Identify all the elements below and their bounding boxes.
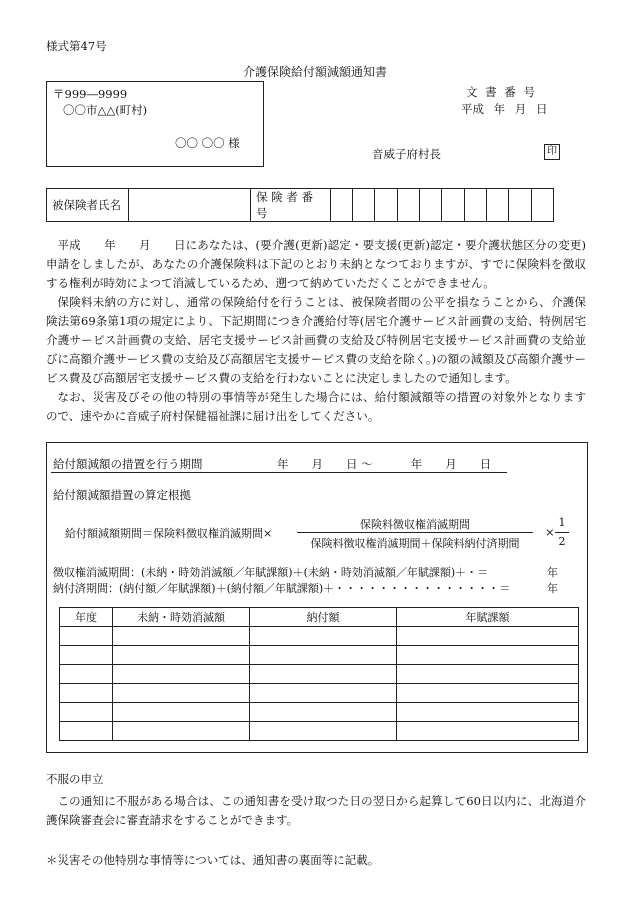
fraction-bar bbox=[297, 532, 533, 533]
form-number: 様式第47号 bbox=[46, 39, 107, 53]
basis-label: 給付額減額措置の算定根拠 bbox=[53, 488, 191, 502]
table-cell[interactable] bbox=[397, 703, 579, 722]
table-row bbox=[60, 665, 579, 684]
body-paragraph-1: 平成 年 月 日にあなたは、(要介護(更新)認定・要支援(更新)認定・要介護状態区分の変更)申請をしましたが、あなたの介護保険料は下記のとおり未納となつておりますが、すでに保険料を徴収する権利が時効によつて消滅しているため、遡つて納めていただくことができません。 bbox=[46, 238, 586, 290]
document-title: 介護保険給付額減額通知書 bbox=[242, 65, 387, 79]
insured-number-label: 保 険 者 番 号 bbox=[250, 189, 330, 222]
number-cell[interactable] bbox=[419, 189, 441, 222]
seal-mark: 印 bbox=[544, 144, 560, 160]
table-cell[interactable] bbox=[397, 646, 579, 665]
body-text bbox=[46, 236, 586, 426]
half-denominator: 2 bbox=[558, 535, 566, 548]
table-cell[interactable] bbox=[397, 722, 579, 741]
table-row bbox=[60, 703, 579, 722]
table-cell[interactable] bbox=[113, 703, 250, 722]
footnote: ＊災害その他特別な事情等については、通知書の裏面等に記載。 bbox=[46, 853, 380, 867]
table-cell[interactable] bbox=[113, 646, 250, 665]
period-range: 年 月 日 ～ 年 月 日 bbox=[277, 457, 492, 471]
table-cell[interactable] bbox=[250, 684, 397, 703]
table-row bbox=[60, 684, 579, 703]
postal-code: 〒999―9999 bbox=[53, 87, 128, 101]
objection-text: この通知に不服がある場合は、この通知書を受け取つた日の翌日から起算して60日以内に、北海道介護保険審査会に審査請求をすることができます。 bbox=[46, 794, 586, 827]
table-cell[interactable] bbox=[113, 684, 250, 703]
formula-lhs: 給付額減額期間＝保険料徴収権消滅期間× bbox=[65, 527, 273, 540]
insured-name-label: 被保険者氏名 bbox=[47, 189, 129, 222]
number-cell[interactable] bbox=[375, 189, 397, 222]
table-cell[interactable] bbox=[397, 684, 579, 703]
table-cell[interactable] bbox=[397, 665, 579, 684]
table-cell[interactable] bbox=[250, 722, 397, 741]
forfeited-period-unit: 年 bbox=[547, 566, 558, 579]
table-cell[interactable] bbox=[113, 665, 250, 684]
number-cell[interactable] bbox=[531, 189, 553, 222]
number-cell[interactable] bbox=[486, 189, 508, 222]
calculation-box bbox=[46, 442, 588, 753]
half-bar bbox=[555, 532, 569, 533]
body-paragraph-2: 保険料未納の方に対し、通常の保険給付を行うことは、被保険者間の公平を損なうことから、介護保険法第69条第1項の規定により、下記期間につき介護給付等(居宅介護サービス計画費の支給、特例居宅介護サービス計画費の支給、居宅支援サービス計画費の支給及び特例居宅支援サービス計画費の支給並びに高額介護サービス費の支給及び高額居宅支援サービス費の支給を除く。)の額の減額及び高額介護サービス費及び高額居宅支援サービス費の支給を行わないことに決定しましたので通知します。 bbox=[46, 295, 586, 385]
table-row bbox=[60, 646, 579, 665]
number-cell[interactable] bbox=[442, 189, 464, 222]
formula-denominator: 保険料徴収権消滅期間＋保険料納付済期間 bbox=[310, 537, 520, 550]
table-cell[interactable] bbox=[60, 665, 113, 684]
recipient-name: 〇〇 〇〇 様 bbox=[175, 136, 240, 150]
table-cell[interactable] bbox=[60, 646, 113, 665]
column-header: 年賦課額 bbox=[397, 608, 579, 627]
objection-heading: 不服の申立 bbox=[46, 772, 104, 786]
table-cell[interactable] bbox=[250, 703, 397, 722]
table-cell[interactable] bbox=[60, 627, 113, 646]
number-cell[interactable] bbox=[509, 189, 531, 222]
paid-period-formula: 納付済期間：(納付額／年賦課額)＋(納付額／年賦課額)＋・・・・・・・・・・・・・・・＝ bbox=[53, 582, 511, 595]
body-paragraph-3: なお、災害及びその他の特別の事情等が発生した場合には、給付額減額等の措置の対象外となりますので、速やかに音威子府村保健福祉課に届け出をしてください。 bbox=[46, 390, 586, 423]
table-cell[interactable] bbox=[113, 722, 250, 741]
table-cell[interactable] bbox=[113, 627, 250, 646]
city-name: 〇〇市△△(町村) bbox=[63, 103, 148, 117]
table-cell[interactable] bbox=[60, 684, 113, 703]
forfeited-period-formula: 徴収権消滅期間：(未納・時効消滅額／年賦課額)＋(未納・時効消滅額／年賦課額)＋・＝ bbox=[53, 566, 489, 579]
column-header: 年度 bbox=[60, 608, 113, 627]
number-cell[interactable] bbox=[352, 189, 374, 222]
number-cell[interactable] bbox=[464, 189, 486, 222]
address-box bbox=[46, 81, 264, 167]
table-cell[interactable] bbox=[60, 703, 113, 722]
formula-numerator: 保険料徴収権消滅期間 bbox=[360, 518, 470, 531]
table-cell[interactable] bbox=[397, 627, 579, 646]
period-underline bbox=[51, 472, 507, 473]
number-cell[interactable] bbox=[397, 189, 419, 222]
insured-name-field[interactable] bbox=[128, 189, 250, 222]
table-cell[interactable] bbox=[250, 665, 397, 684]
period-label: 給付額減額の措置を行う期間 bbox=[53, 457, 203, 471]
paid-period-unit: 年 bbox=[547, 582, 558, 595]
table-cell[interactable] bbox=[60, 722, 113, 741]
date-label: 平成 年 月 日 bbox=[461, 102, 548, 116]
insured-info-table bbox=[46, 188, 554, 222]
table-cell[interactable] bbox=[250, 646, 397, 665]
issuer-name: 音威子府村長 bbox=[372, 147, 441, 161]
column-header: 納付額 bbox=[250, 608, 397, 627]
half-numerator: 1 bbox=[558, 516, 566, 529]
formula-times: × bbox=[545, 525, 555, 539]
table-row bbox=[60, 722, 579, 741]
doc-number-label: 文 書 番 号 bbox=[466, 85, 537, 99]
payment-history-table bbox=[59, 607, 579, 741]
table-row bbox=[60, 627, 579, 646]
column-header: 未納・時効消滅額 bbox=[113, 608, 250, 627]
table-cell[interactable] bbox=[250, 627, 397, 646]
number-cell[interactable] bbox=[330, 189, 352, 222]
